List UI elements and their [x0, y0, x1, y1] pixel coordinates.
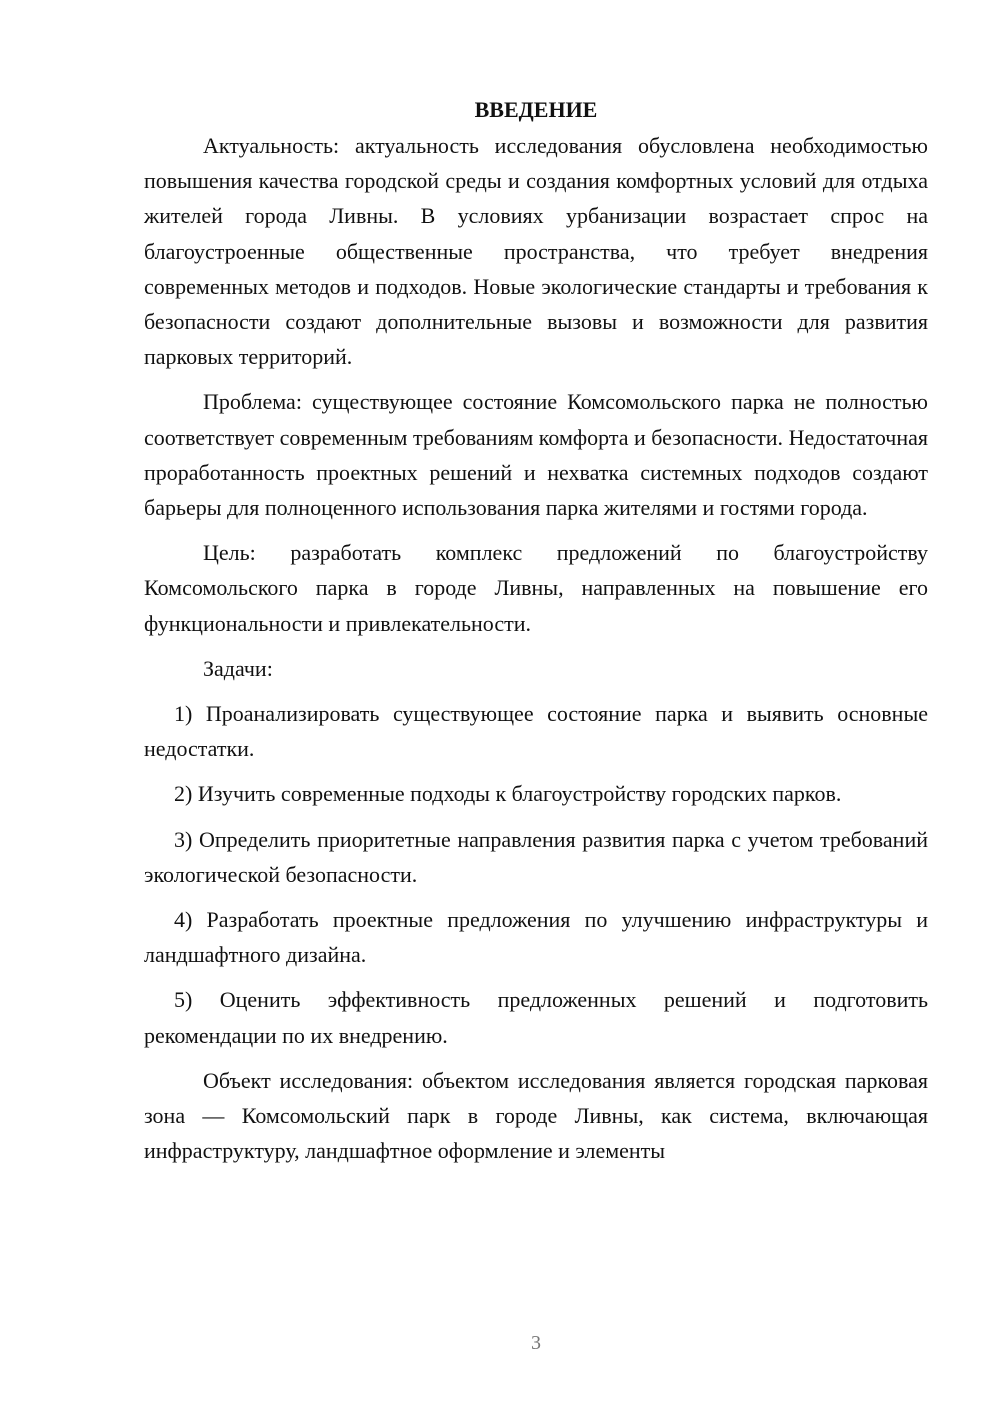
task-item-5: 5) Оценить эффективность предложенных решений и подготовить рекомендации по их внедрению. [144, 987, 928, 1048]
page-number: 3 [531, 1332, 541, 1354]
paragraph-relevance: Актуальность: актуальность исследования обусловлена необходимостью повышения качества городской среды и создания комфортных условий для отдыха жителей города Ливны. В условиях урбанизации возрастает спрос на благоустроенные общественные пространства, что требует внедрения современных методов и подходов. Новые экологические стандарты и требования к безопасности создают дополнительные вызовы и возможности для развития парковых территорий. [144, 133, 928, 370]
tasks-heading: Задачи: [203, 655, 273, 681]
task-item-3: 3) Определить приоритетные направления развития парка с учетом требований экологической безопасности. [144, 826, 928, 887]
task-item-2: 2) Изучить современные подходы к благоустройству городских парков. [174, 781, 842, 807]
task-item-1: 1) Проанализировать существующее состояние парка и выявить основные недостатки. [144, 701, 928, 762]
paragraph-goal: Цель: разработать комплекс предложений по благоустройству Комсомольского парка в городе Ливны, направленных на повышение его функциональности и привлекательности. [144, 540, 928, 636]
page-body [144, 92, 928, 1168]
paragraph-problem: Проблема: существующее состояние Комсомольского парка не полностью соответствует современным требованиям комфорта и безопасности. Недостаточная проработанность проектных решений и нехватка системных подходов создают барьеры для полноценного использования парка жителями и гостями города. [144, 389, 928, 521]
paragraph-object: Объект исследования: объектом исследования является городская парковая зона — Комсомольский парк в городе Ливны, как система, включающая инфраструктуру, ландшафтное оформление и элементы [144, 1067, 928, 1164]
section-title: ВВЕДЕНИЕ [474, 97, 598, 122]
task-item-4: 4) Разработать проектные предложения по улучшению инфраструктуры и ландшафтного дизайна. [144, 907, 928, 968]
